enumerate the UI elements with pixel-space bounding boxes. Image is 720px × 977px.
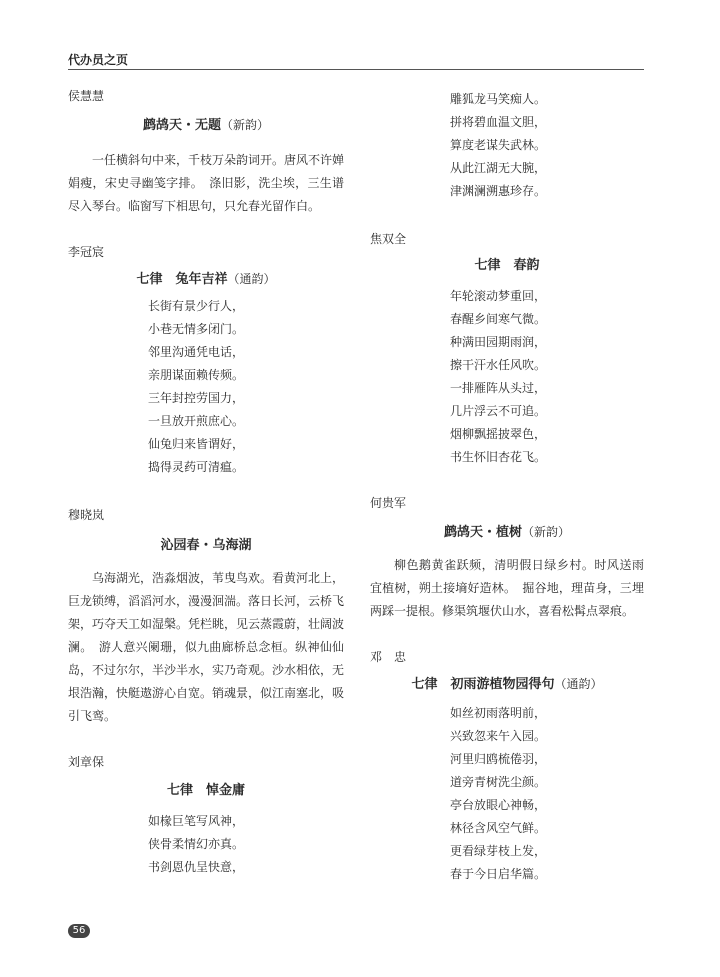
poem-lines-continued	[370, 88, 644, 203]
poem-title	[68, 782, 344, 800]
poem-line: 从此江湖无大腕，	[450, 161, 547, 175]
author-name: 焦双全	[370, 232, 407, 246]
author-name: 侯慧慧	[68, 89, 105, 103]
poem-title-text: 鹧鸪天・植树	[443, 525, 522, 540]
poem-line: 如丝初雨落明前，	[450, 706, 547, 720]
poem-line: 侠骨柔情幻亦真。	[148, 837, 245, 851]
author-name: 邓 忠	[370, 650, 407, 664]
poem-title	[370, 523, 644, 542]
poem-line: 邻里沟通凭电话，	[148, 345, 245, 359]
poem-rhyme-note: （新韵）	[221, 118, 270, 132]
poem-title-text: 沁园春・乌海湖	[160, 538, 252, 553]
poem-rhyme-note: （新韵）	[522, 525, 571, 539]
poem-line: 捣得灵药可清瘟。	[148, 460, 245, 474]
poem-title	[370, 675, 644, 694]
poem-title	[370, 257, 644, 275]
author-name: 刘章保	[68, 755, 105, 769]
poem-line: 林径含风空气鲜。	[450, 821, 547, 835]
poem-title	[68, 116, 344, 135]
poem-title-text: 七律 兔年吉祥	[136, 272, 228, 287]
poem-title	[68, 270, 344, 289]
poem-line: 如椽巨笔写风神，	[148, 814, 245, 828]
poem-line: 津渊澜溯惠珍存。	[450, 184, 547, 198]
poem-line: 年轮滚动梦重回，	[450, 289, 547, 303]
poem-line: 道旁青树洗尘颜。	[450, 775, 547, 789]
poem-line: 擦干汗水任风吹。	[450, 358, 547, 372]
poem-lines	[370, 285, 644, 469]
poem-line: 书剑恩仇呈快意，	[148, 860, 245, 874]
poem-line: 仙兔归来皆谓好，	[148, 437, 245, 451]
author-name: 李冠宸	[68, 245, 105, 259]
poem-line: 雕狐龙马笑痴人。	[450, 92, 547, 106]
poem-line: 拼将碧血温文胆，	[450, 115, 547, 129]
poem-line: 长街有景少行人，	[148, 299, 245, 313]
poem-line: 更看绿芽枝上发，	[450, 844, 547, 858]
poem-title-text: 七律 悼金庸	[166, 783, 245, 798]
poem-line: 春于今日启华篇。	[450, 867, 547, 881]
poem-line: 亲朋谋面赖传频。	[148, 368, 245, 382]
poem-body: 柳色鹅黄雀跃频，清明假日绿乡村。时风送雨宜植树，朔土接墒好造林。 掘谷地，理苗身，三埋两踩一提根。修渠筑堰伏山水，喜看松髯点翠痕。	[370, 558, 644, 618]
poem-line: 烟柳飘摇披翠色，	[450, 427, 547, 441]
section-header: 代办员之页	[68, 53, 129, 67]
poem-line: 一排雁阵从头过，	[450, 381, 547, 395]
poem-line: 春醒乡间寒气微。	[450, 312, 547, 326]
poem-body: 一任横斜句中来，千枝万朵韵词开。唐风不许婵娟瘦，宋史寻幽笺字排。 涤旧影，洗尘埃，三生谱尽入琴台。临窗写下相思句，只允春光留作白。	[68, 153, 345, 213]
poem-line: 几片浮云不可追。	[450, 404, 547, 418]
poem-lines	[68, 810, 344, 879]
poem-line: 亭台放眼心神畅，	[450, 798, 547, 812]
poem-line: 算度老谋失武林。	[450, 138, 547, 152]
poem-rhyme-note: （通韵）	[227, 272, 276, 286]
poem-lines	[370, 702, 644, 886]
poem-title-text: 鹧鸪天・无题	[142, 118, 221, 133]
poem-line: 三年封控劳国力，	[148, 391, 245, 405]
poem-line: 书生怀旧杏花飞。	[450, 450, 547, 464]
left-column	[68, 88, 344, 879]
poem-line: 一旦放开煎庶心。	[148, 414, 245, 428]
poem-line: 小巷无情多闭门。	[148, 322, 245, 336]
page-number: 56	[68, 924, 90, 938]
poem-body: 乌海湖光，浩淼烟波，苇曳鸟欢。看黄河北上，巨龙锁缚，滔滔河水，漫漫洄湍。落日长河，云桥飞架，巧夺天工如湿槃。凭栏眺，见云蒸霞蔚，壮阔波澜。 游人意兴阑珊，似九曲廊桥总念桓。纵神仙仙岛，不过尔尔，半沙半水，实乃奇观。沙水相依，无垠浩瀚，快艇遨游心自宽。销魂景，似江南塞北，吸引飞鸾。	[68, 571, 345, 723]
poem-title-text: 七律 春韵	[474, 258, 540, 273]
poem-rhyme-note: （通韵）	[554, 677, 603, 691]
header-divider	[68, 69, 644, 70]
poem-title	[68, 537, 344, 555]
poem-line: 河里归鸥梳倦羽，	[450, 752, 547, 766]
right-column	[370, 88, 644, 886]
author-name: 何贵军	[370, 496, 407, 510]
poem-line: 种满田园期雨润，	[450, 335, 547, 349]
author-name: 穆晓岚	[68, 508, 105, 522]
poem-line: 兴致忽来午入园。	[450, 729, 547, 743]
poem-title-text: 七律 初雨游植物园得句	[411, 677, 555, 692]
poem-lines	[68, 295, 344, 479]
